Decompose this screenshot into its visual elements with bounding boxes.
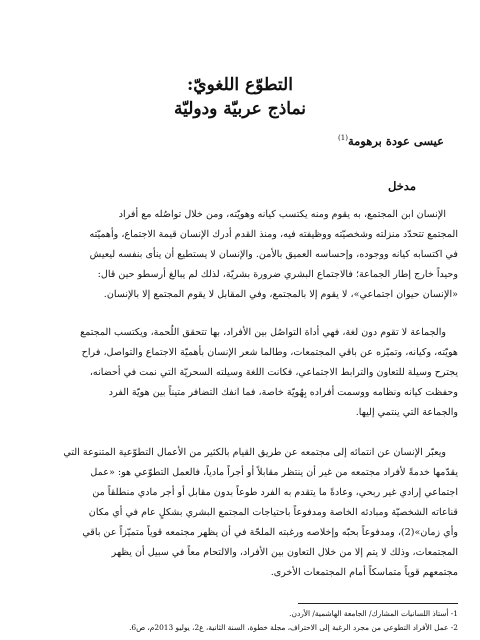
paragraph-line: والجماعة التي ينتمي إليها. — [355, 407, 458, 418]
paragraph-line: المجتمع تتحدّد منزلته وشخصيّته ووظيفته فيه، ومنذ القدم أدرك الإنسان قيمة الاجتماع، وأهميّته — [89, 229, 458, 240]
paragraph-line: وأي زمان»(2)، ومدفوعاً بحبّه وإخلاصه ورغبته الملحّة في أن يظهر مجتمعه قوياً متميّزاً عن باقي — [82, 527, 458, 538]
paragraph-2 — [22, 323, 458, 423]
article-title: التطوّع اللغويّ: — [187, 75, 293, 95]
paragraph-line: يجترح وسيلة للتعاون والترابط الاجتماعي، فكانت اللغة وسيلته السحريّة التي نمت في أحضانه، — [89, 367, 458, 378]
paragraph-line: مجتمعهم قوياً متماسكاً أمام المجتمعات الأخرى. — [270, 567, 458, 578]
footnote-divider — [298, 603, 458, 604]
article-subtitle: نماذج عربيّة ودوليّة — [173, 99, 307, 119]
section-heading: مدخل — [387, 179, 416, 193]
author-name — [338, 130, 444, 149]
author-footnote-marker: (1) — [338, 134, 348, 142]
footnote-1: 1- أستاذ اللسانيات المشارك/ الجامعة الهاشمية/ الأردن. — [289, 609, 458, 618]
paragraph-line: «الإنسان حيوان اجتماعي»، لا يقوم إلا بالمجتمع، وفي المقابل لا يقوم المجتمع إلا بالإنسان. — [103, 289, 458, 300]
paragraph-line: المجتمعات، وذلك لا يتم إلا من خلال التعاون بين الأفراد، والالتحام معاً في سبيل أن يظهر — [111, 547, 458, 558]
author-name-text: عيسى عودة برهومة — [347, 133, 444, 148]
paragraph-line: هويّته، وكيانه، وتميّزه عن باقي المجتمعات، وطالما شعر الإنسان بأهميّة الاجتماع والتواصل، فراح — [81, 347, 458, 358]
paragraph-line: يقدّمها خدمةً لأفراد مجتمعه من غير أن ينتظر مقابلاً أو أجراً مادياً، فالعمل التطوّعي هو: «عمل — [90, 467, 458, 478]
paragraph-line: اجتماعي إرادي غير ربحي، وعادةً ما يتقدم به الفرد طوعاً بدون مقابل أو أجر مادي منطلقاً من — [92, 487, 458, 498]
paragraph-line: في اكتسابه كيانه ووجوده، وإحساسه العميق بالأمن. والإنسان لا يستطيع أن ينأى بنفسه ليعيش — [89, 249, 458, 260]
paragraph-line: ويعبّر الإنسان عن انتمائه إلى مجتمعه عن طريق القيام بالكثير من الأعمال التطوّعية المتنوعة التي — [63, 447, 446, 458]
paragraph-line: الإنسان ابن المجتمع، به يقوم ومنه يكتسب كيانه وهويّته، ومن خلال تواصُله مع أفراد — [118, 209, 446, 220]
paragraph-line: والجماعة لا تقوم دون لغة، فهي أداة التواصُل بين الأفراد، بها تتحقق اللُحمة، ويكتسب المجتمع — [80, 327, 446, 338]
paragraph-line: وحفظت كيانه ونظامه ووسمت أفراده بِهُويّة خاصة، فما انفك التضافر متيناً بين هويّة الفرد — [108, 387, 458, 398]
paragraph-3 — [22, 443, 458, 583]
footnote-2: 2- عمل الأفراد التطوعي من مجرد الرغبة إلى الاحتراف، مجلة خطوة، السنة الثانية، ع2، يوليو 2013م، ص6. — [129, 623, 458, 632]
paragraph-line: وحيداً خارج إطار الجماعة؛ فالاجتماع البشري ضرورة بشريّة، لذلك لم يبالغ أرسطو حين قال: — [97, 269, 458, 280]
paragraph-1 — [22, 205, 458, 305]
document-page — [22, 0, 458, 640]
paragraph-line: قناعاته الشخصيّة ومبادئه الخاصة ومدفوعاً باحتياجات المجتمع البشري بشكلٍ عام في أي مكان — [88, 507, 458, 518]
